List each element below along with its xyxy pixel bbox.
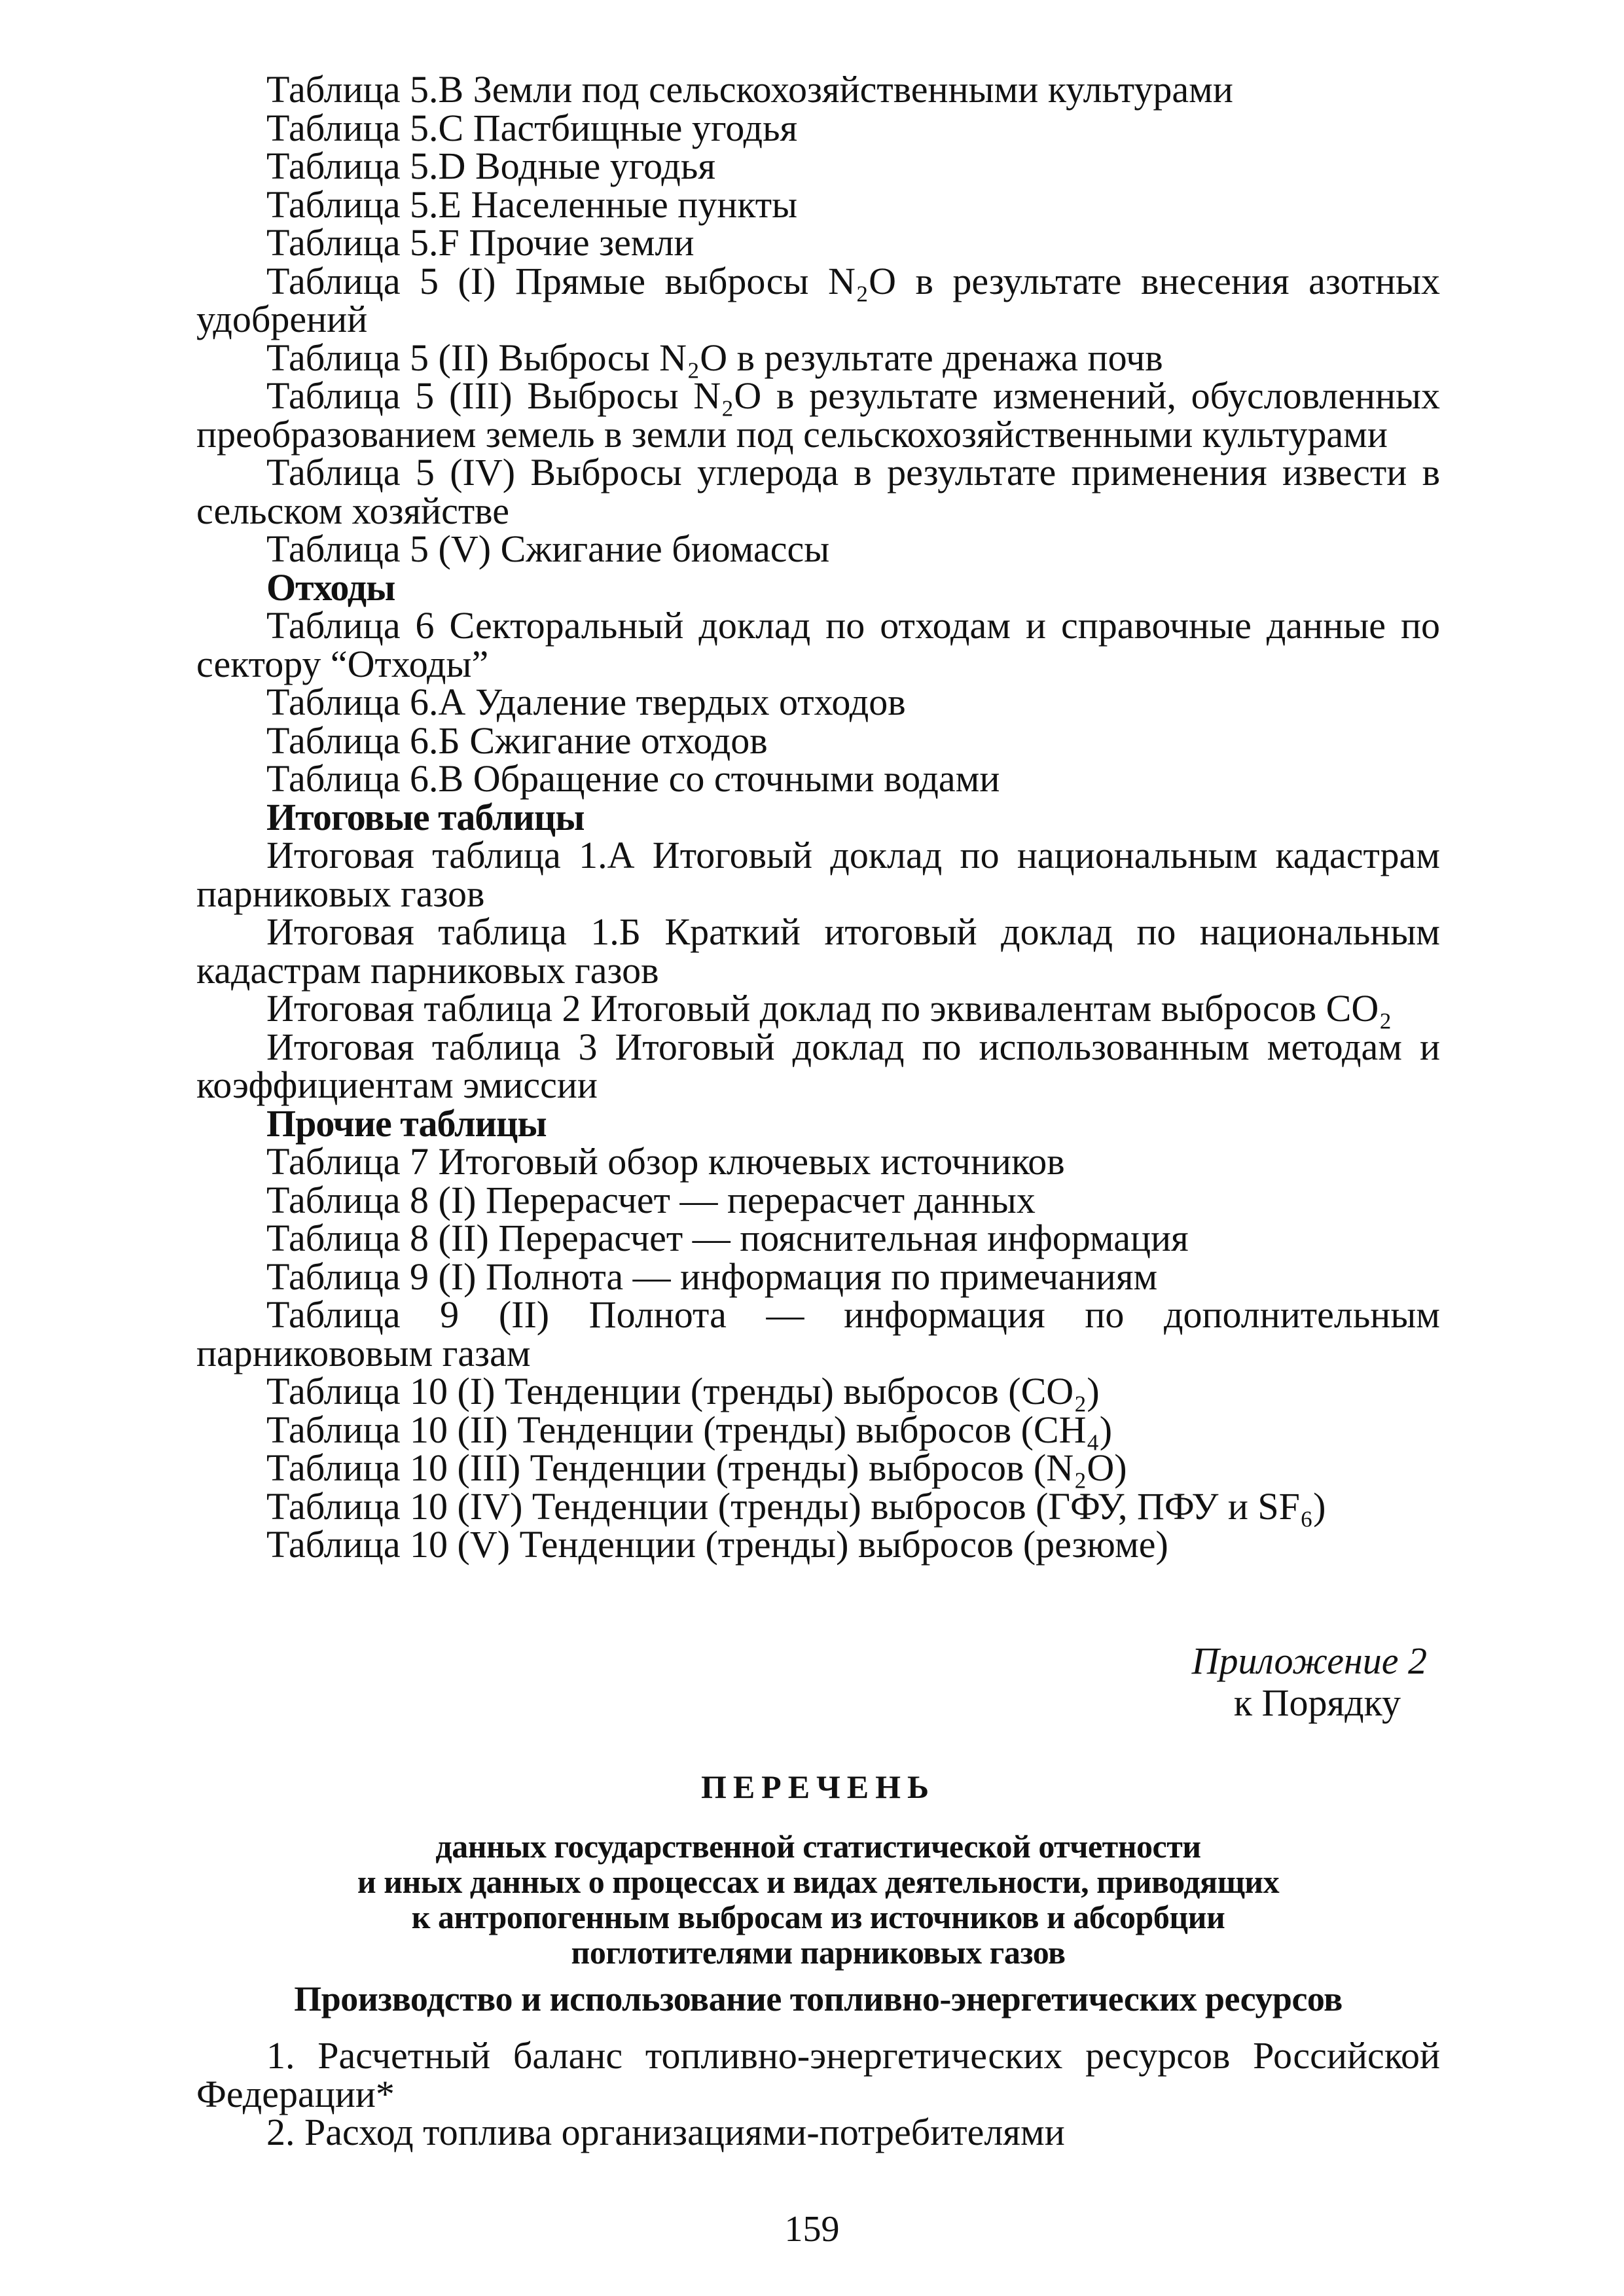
document-title <box>196 1767 1440 1970</box>
list-item: Таблица 5.D Водные угодья <box>266 145 716 187</box>
list-item: Таблица 6.Б Сжигание отходов <box>266 719 768 762</box>
list-item: Таблица 10 (V) Тенденции (тренды) выбросов (резюме) <box>266 1523 1168 1566</box>
list-item: Таблица 9 (II) Полнота — информация по дополнительным парникововым газам <box>196 1293 1440 1374</box>
title-line: к антропогенным выбросам из источников и абсорбции <box>411 1899 1225 1935</box>
appendix-label: Приложение 2 <box>1191 1640 1427 1682</box>
document-body <box>196 68 1440 1566</box>
list-item: Таблица 10 (I) Тенденции (тренды) выбросов (CO₂) <box>266 1370 1100 1412</box>
list-item: Таблица 10 (II) Тенденции (тренды) выбросов (CH₄) <box>266 1408 1113 1451</box>
numbered-item: 1. Расчетный баланс топливно-энергетических ресурсов Российской Федерации* <box>196 2034 1440 2115</box>
page-number: 159 <box>784 2209 840 2250</box>
section-title: Производство и использование топливно-энергетических ресурсов <box>294 1979 1343 2018</box>
list-item: Итоговая таблица 3 Итоговый доклад по использованным методам и коэффициентам эмиссии <box>196 1025 1440 1106</box>
numbered-list <box>196 2034 1440 2153</box>
section-heading: Отходы <box>266 565 395 609</box>
list-item: Таблица 5 (IV) Выбросы углерода в результате применения извести в сельском хозяйстве <box>196 451 1440 532</box>
section-heading: Прочие таблицы <box>266 1102 547 1145</box>
list-item: Таблица 8 (II) Перерасчет — пояснительная информация <box>266 1217 1189 1259</box>
list-item: Таблица 5 (II) Выбросы N₂O в результате дренажа почв <box>266 336 1163 379</box>
list-item: Таблица 5 (III) Выбросы N₂O в результате изменений, обусловленных преобразованием земель в земли под сельскохозяйственными культурами <box>196 374 1440 456</box>
list-item: Таблица 5.С Пастбищные угодья <box>266 106 798 149</box>
list-item: Таблица 5 (V) Сжигание биомассы <box>266 528 830 570</box>
section-waste <box>196 565 1440 800</box>
list-item: Таблица 5 (I) Прямые выбросы N₂O в результате внесения азотных удобрений <box>196 259 1440 340</box>
appendix-note <box>196 1640 1440 1724</box>
list-item: Таблица 6 Секторальный доклад по отходам и справочные данные по сектору “Отходы” <box>196 604 1440 685</box>
list-item: Итоговая таблица 1.Б Краткий итоговый доклад по национальным кадастрам парниковых газов <box>196 910 1440 992</box>
table-list-top <box>196 68 1440 570</box>
list-item: Таблица 9 (I) Полнота — информация по примечаниям <box>266 1255 1158 1298</box>
title-heading: ПЕРЕЧЕНЬ <box>700 1768 936 1805</box>
section-other-tables <box>196 1102 1440 1566</box>
section-summary-tables <box>196 795 1440 1106</box>
title-line: и иных данных о процессах и видах деятельности, приводящих <box>357 1863 1280 1900</box>
list-item: Таблица 5.В Земли под сельскохозяйственными культурами <box>266 68 1233 111</box>
list-item: Итоговая таблица 1.А Итоговый доклад по национальным кадастрам парниковых газов <box>196 834 1440 915</box>
list-item: Таблица 7 Итоговый обзор ключевых источников <box>266 1140 1065 1183</box>
appendix-reference: к Порядку <box>1233 1681 1401 1724</box>
list-item: Таблица 10 (III) Тенденции (тренды) выбросов (N₂O) <box>266 1446 1127 1489</box>
title-line: поглотителями парниковых газов <box>571 1934 1066 1971</box>
list-item: Таблица 6.А Удаление твердых отходов <box>266 681 906 723</box>
section-heading: Итоговые таблицы <box>266 795 585 838</box>
numbered-item: 2. Расход топлива организациями-потребителями <box>266 2111 1065 2153</box>
list-item: Таблица 6.В Обращение со сточными водами <box>266 757 1000 800</box>
title-line: данных государственной статистической отчетности <box>435 1828 1201 1865</box>
list-item: Итоговая таблица 2 Итоговый доклад по эквивалентам выбросов CO₂ <box>266 987 1392 1030</box>
list-item: Таблица 5.Е Населенные пункты <box>266 183 798 226</box>
list-item: Таблица 8 (I) Перерасчет — перерасчет данных <box>266 1178 1036 1221</box>
list-item: Таблица 10 (IV) Тенденции (тренды) выбросов (ГФУ, ПФУ и SF₆) <box>266 1484 1326 1528</box>
list-item: Таблица 5.F Прочие земли <box>266 221 695 264</box>
